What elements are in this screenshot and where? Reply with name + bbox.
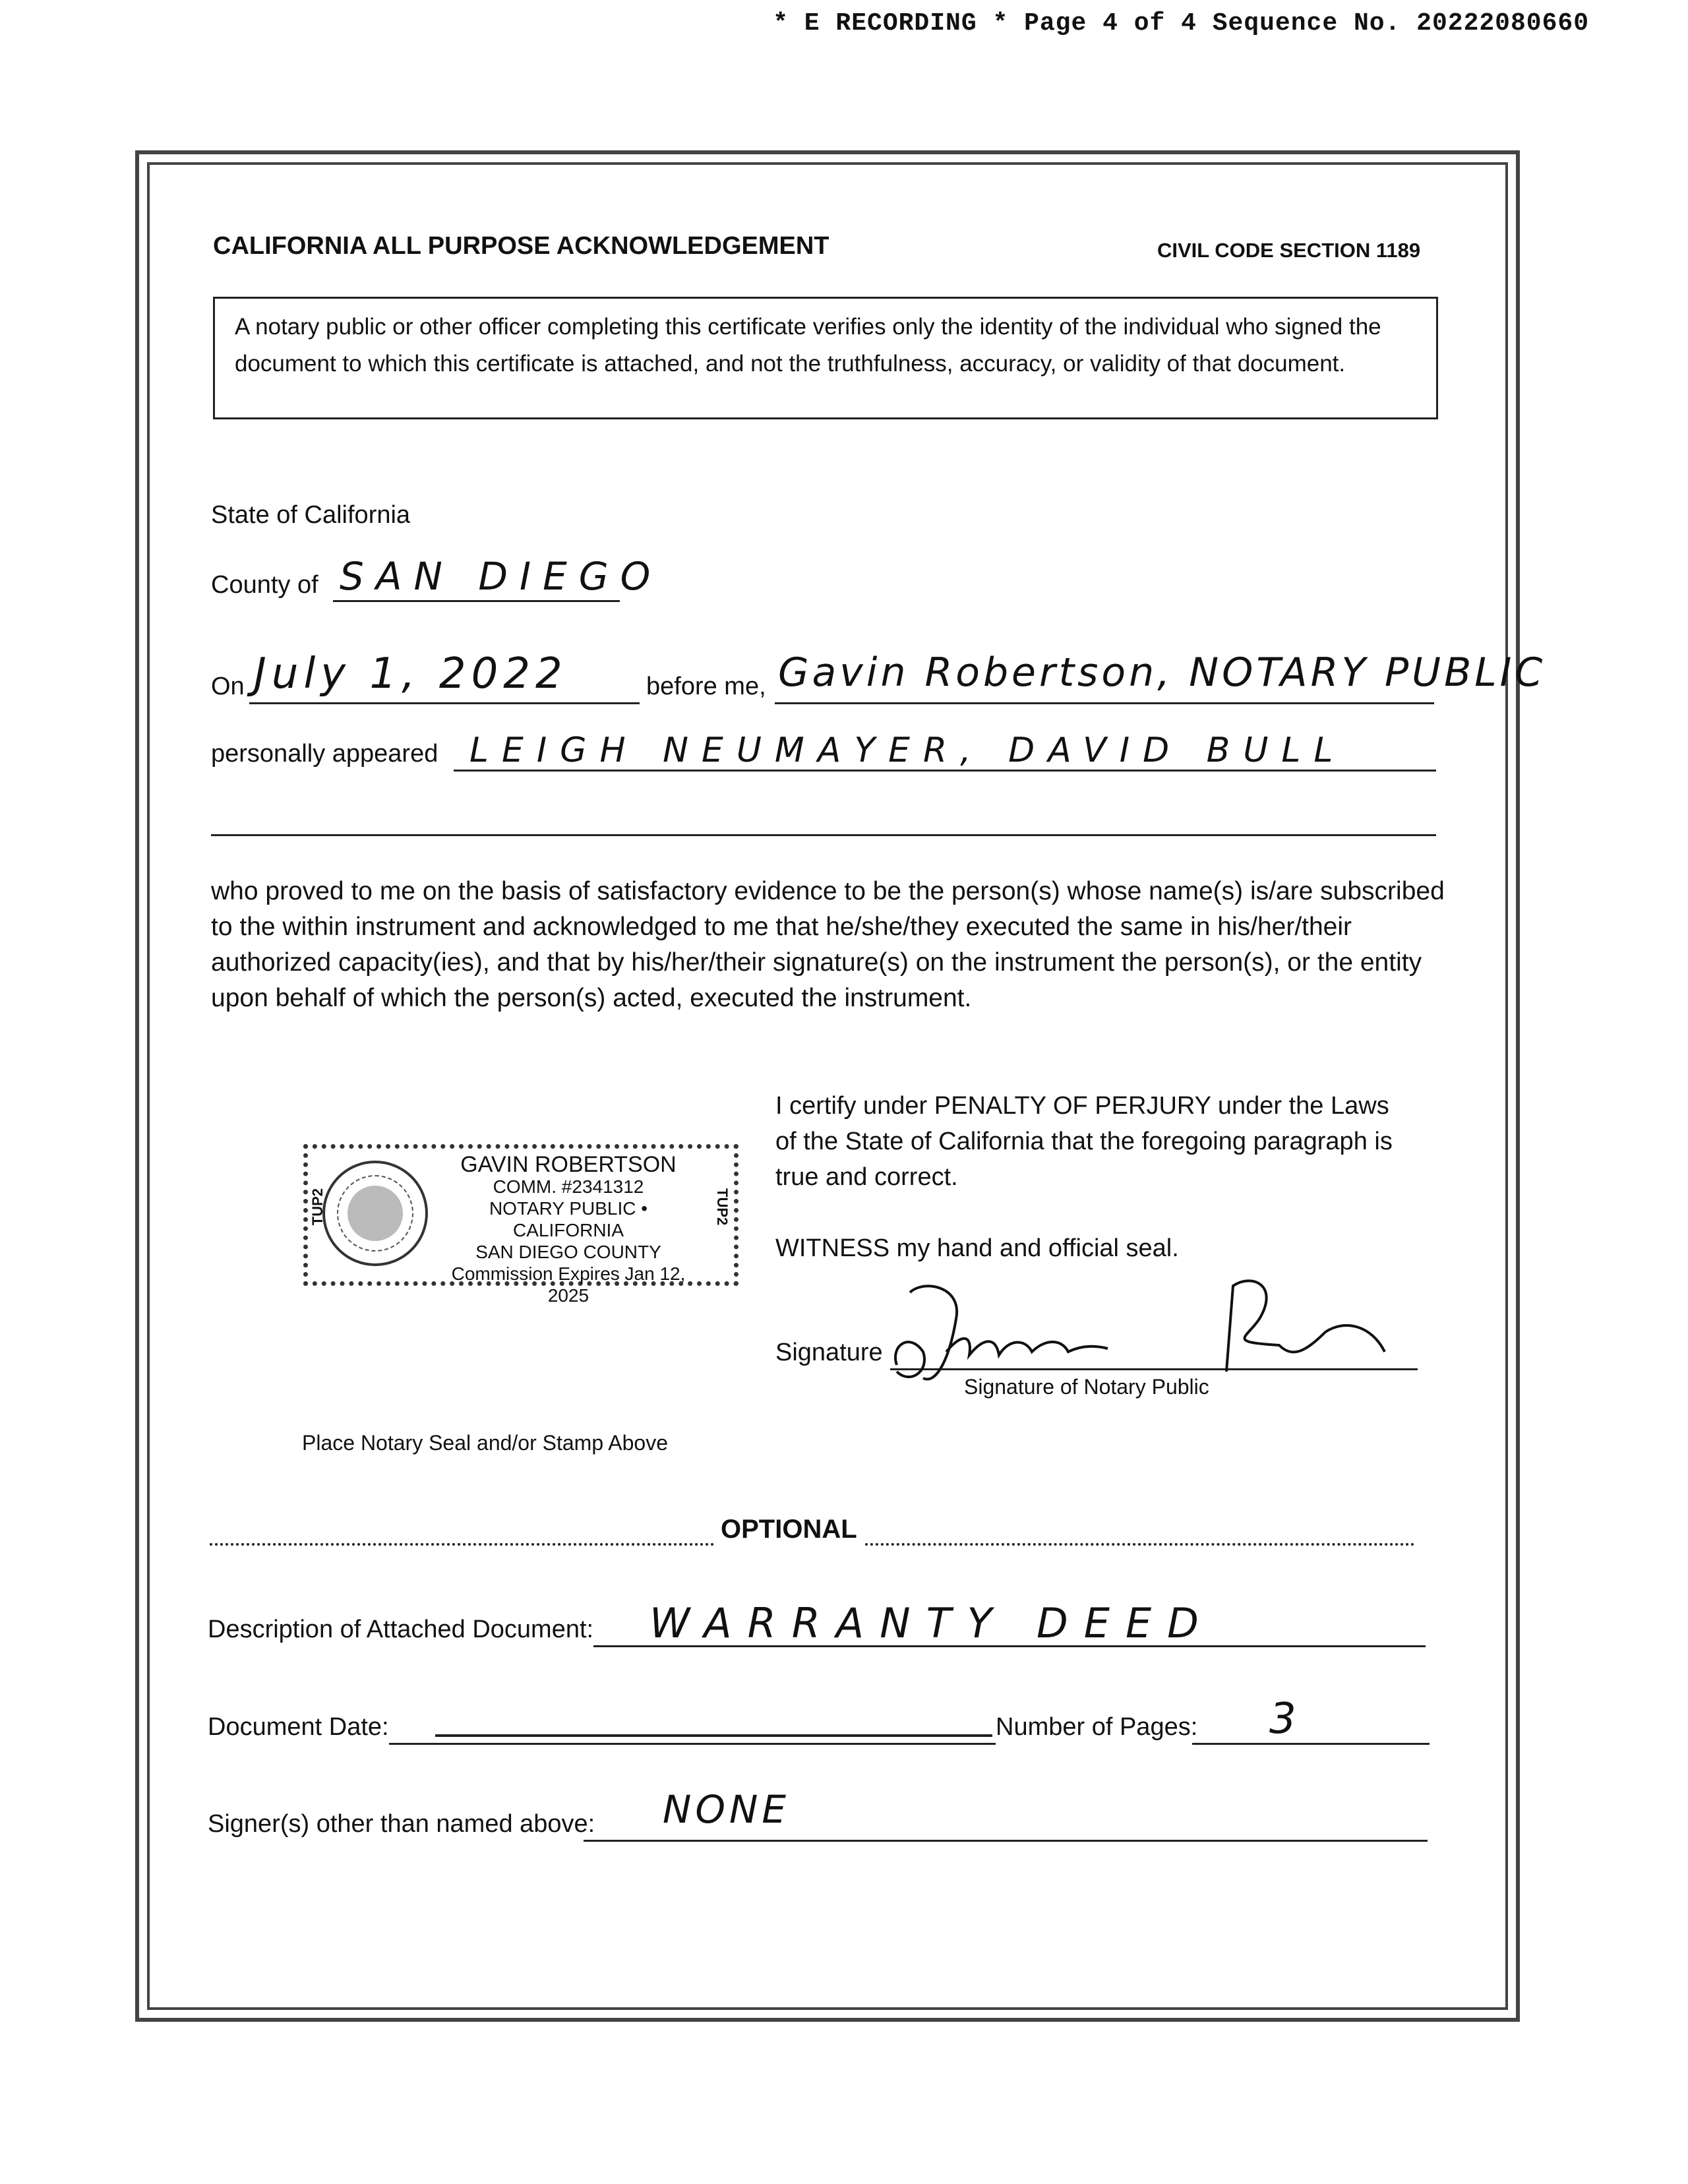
document-date-strike xyxy=(435,1734,992,1737)
county-label: County of xyxy=(211,571,318,599)
notice-text: A notary public or other officer completing this certificate verifies only the identity of the individual who signed the document to which this certificate is attached, and not the truthfulness, accuracy, or validity of that document. xyxy=(235,314,1381,377)
signature-label: Signature xyxy=(775,1339,883,1366)
appeared-value: LEIGH NEUMAYER, DAVID BULL xyxy=(469,731,1346,770)
stamp-county: SAN DIEGO COUNTY xyxy=(475,1242,661,1262)
other-signers-line xyxy=(584,1840,1428,1842)
date-value: July 1, 2022 xyxy=(254,650,568,698)
stamp-text xyxy=(440,1154,697,1306)
pages-value: 3 xyxy=(1269,1695,1300,1744)
description-value: WARRANTY DEED xyxy=(649,1599,1215,1647)
civil-code-section: CIVIL CODE SECTION 1189 xyxy=(1157,239,1421,262)
stamp-state: NOTARY PUBLIC • CALIFORNIA xyxy=(489,1198,648,1240)
pages-label: Number of Pages: xyxy=(996,1713,1198,1741)
county-line xyxy=(333,600,620,602)
description-label: Description of Attached Document: xyxy=(208,1616,594,1643)
before-me-line xyxy=(775,702,1434,704)
stamp-side-code-right: TUP2 xyxy=(714,1188,731,1226)
pages-line xyxy=(1192,1743,1430,1745)
document-date-line xyxy=(389,1743,996,1745)
certify-block xyxy=(775,1088,1408,1266)
other-signers-label: Signer(s) other than named above: xyxy=(208,1810,595,1838)
optional-rule-left xyxy=(210,1543,714,1546)
seal-caption: Place Notary Seal and/or Stamp Above xyxy=(302,1431,668,1455)
before-me-value: Gavin Robertson, NOTARY PUBLIC xyxy=(778,650,1546,696)
acknowledgement-paragraph: who proved to me on the basis of satisfactory evidence to be the person(s) whose name(s) is/are subscribed to the within instrument and acknowledged to me that he/she/they executed the same in his/her/their authorized capacity(ies), and that by his/her/their signature(s) on the instrument the person(s), or the entity upon behalf of which the person(s) acted, executed the instrument. xyxy=(211,877,1445,1012)
stamp-side-code-left: TUP2 xyxy=(309,1188,326,1226)
certify-text: I certify under PENALTY OF PERJURY under the Laws of the State of California that the foregoing paragraph is true and correct. xyxy=(775,1092,1393,1191)
state-label: State of California xyxy=(211,501,411,529)
signature-caption: Signature of Notary Public xyxy=(964,1375,1209,1399)
other-signers-value: NONE xyxy=(663,1787,791,1832)
form-title: CALIFORNIA ALL PURPOSE ACKNOWLEDGEMENT xyxy=(213,232,829,260)
county-value: SAN DIEGO xyxy=(340,554,663,599)
state-seal-icon xyxy=(322,1161,428,1266)
optional-heading: OPTIONAL xyxy=(721,1515,857,1544)
notary-stamp xyxy=(303,1144,738,1306)
optional-rule-right xyxy=(865,1543,1414,1546)
on-label: On xyxy=(211,673,245,700)
document-date-label: Document Date: xyxy=(208,1713,389,1741)
notice-box xyxy=(213,297,1438,419)
appeared-label: personally appeared xyxy=(211,740,438,768)
recording-header: * E RECORDING * Page 4 of 4 Sequence No. 20222080660 xyxy=(773,9,1589,38)
stamp-commission: COMM. #2341312 xyxy=(493,1176,644,1197)
date-line xyxy=(249,702,640,704)
stamp-expiration: Commission Expires Jan 12, 2025 xyxy=(451,1263,686,1306)
stamp-name: GAVIN ROBERTSON xyxy=(460,1152,677,1177)
witness-text: WITNESS my hand and official seal. xyxy=(775,1234,1179,1262)
blank-line xyxy=(211,834,1436,836)
before-me-label: before me, xyxy=(646,673,766,700)
